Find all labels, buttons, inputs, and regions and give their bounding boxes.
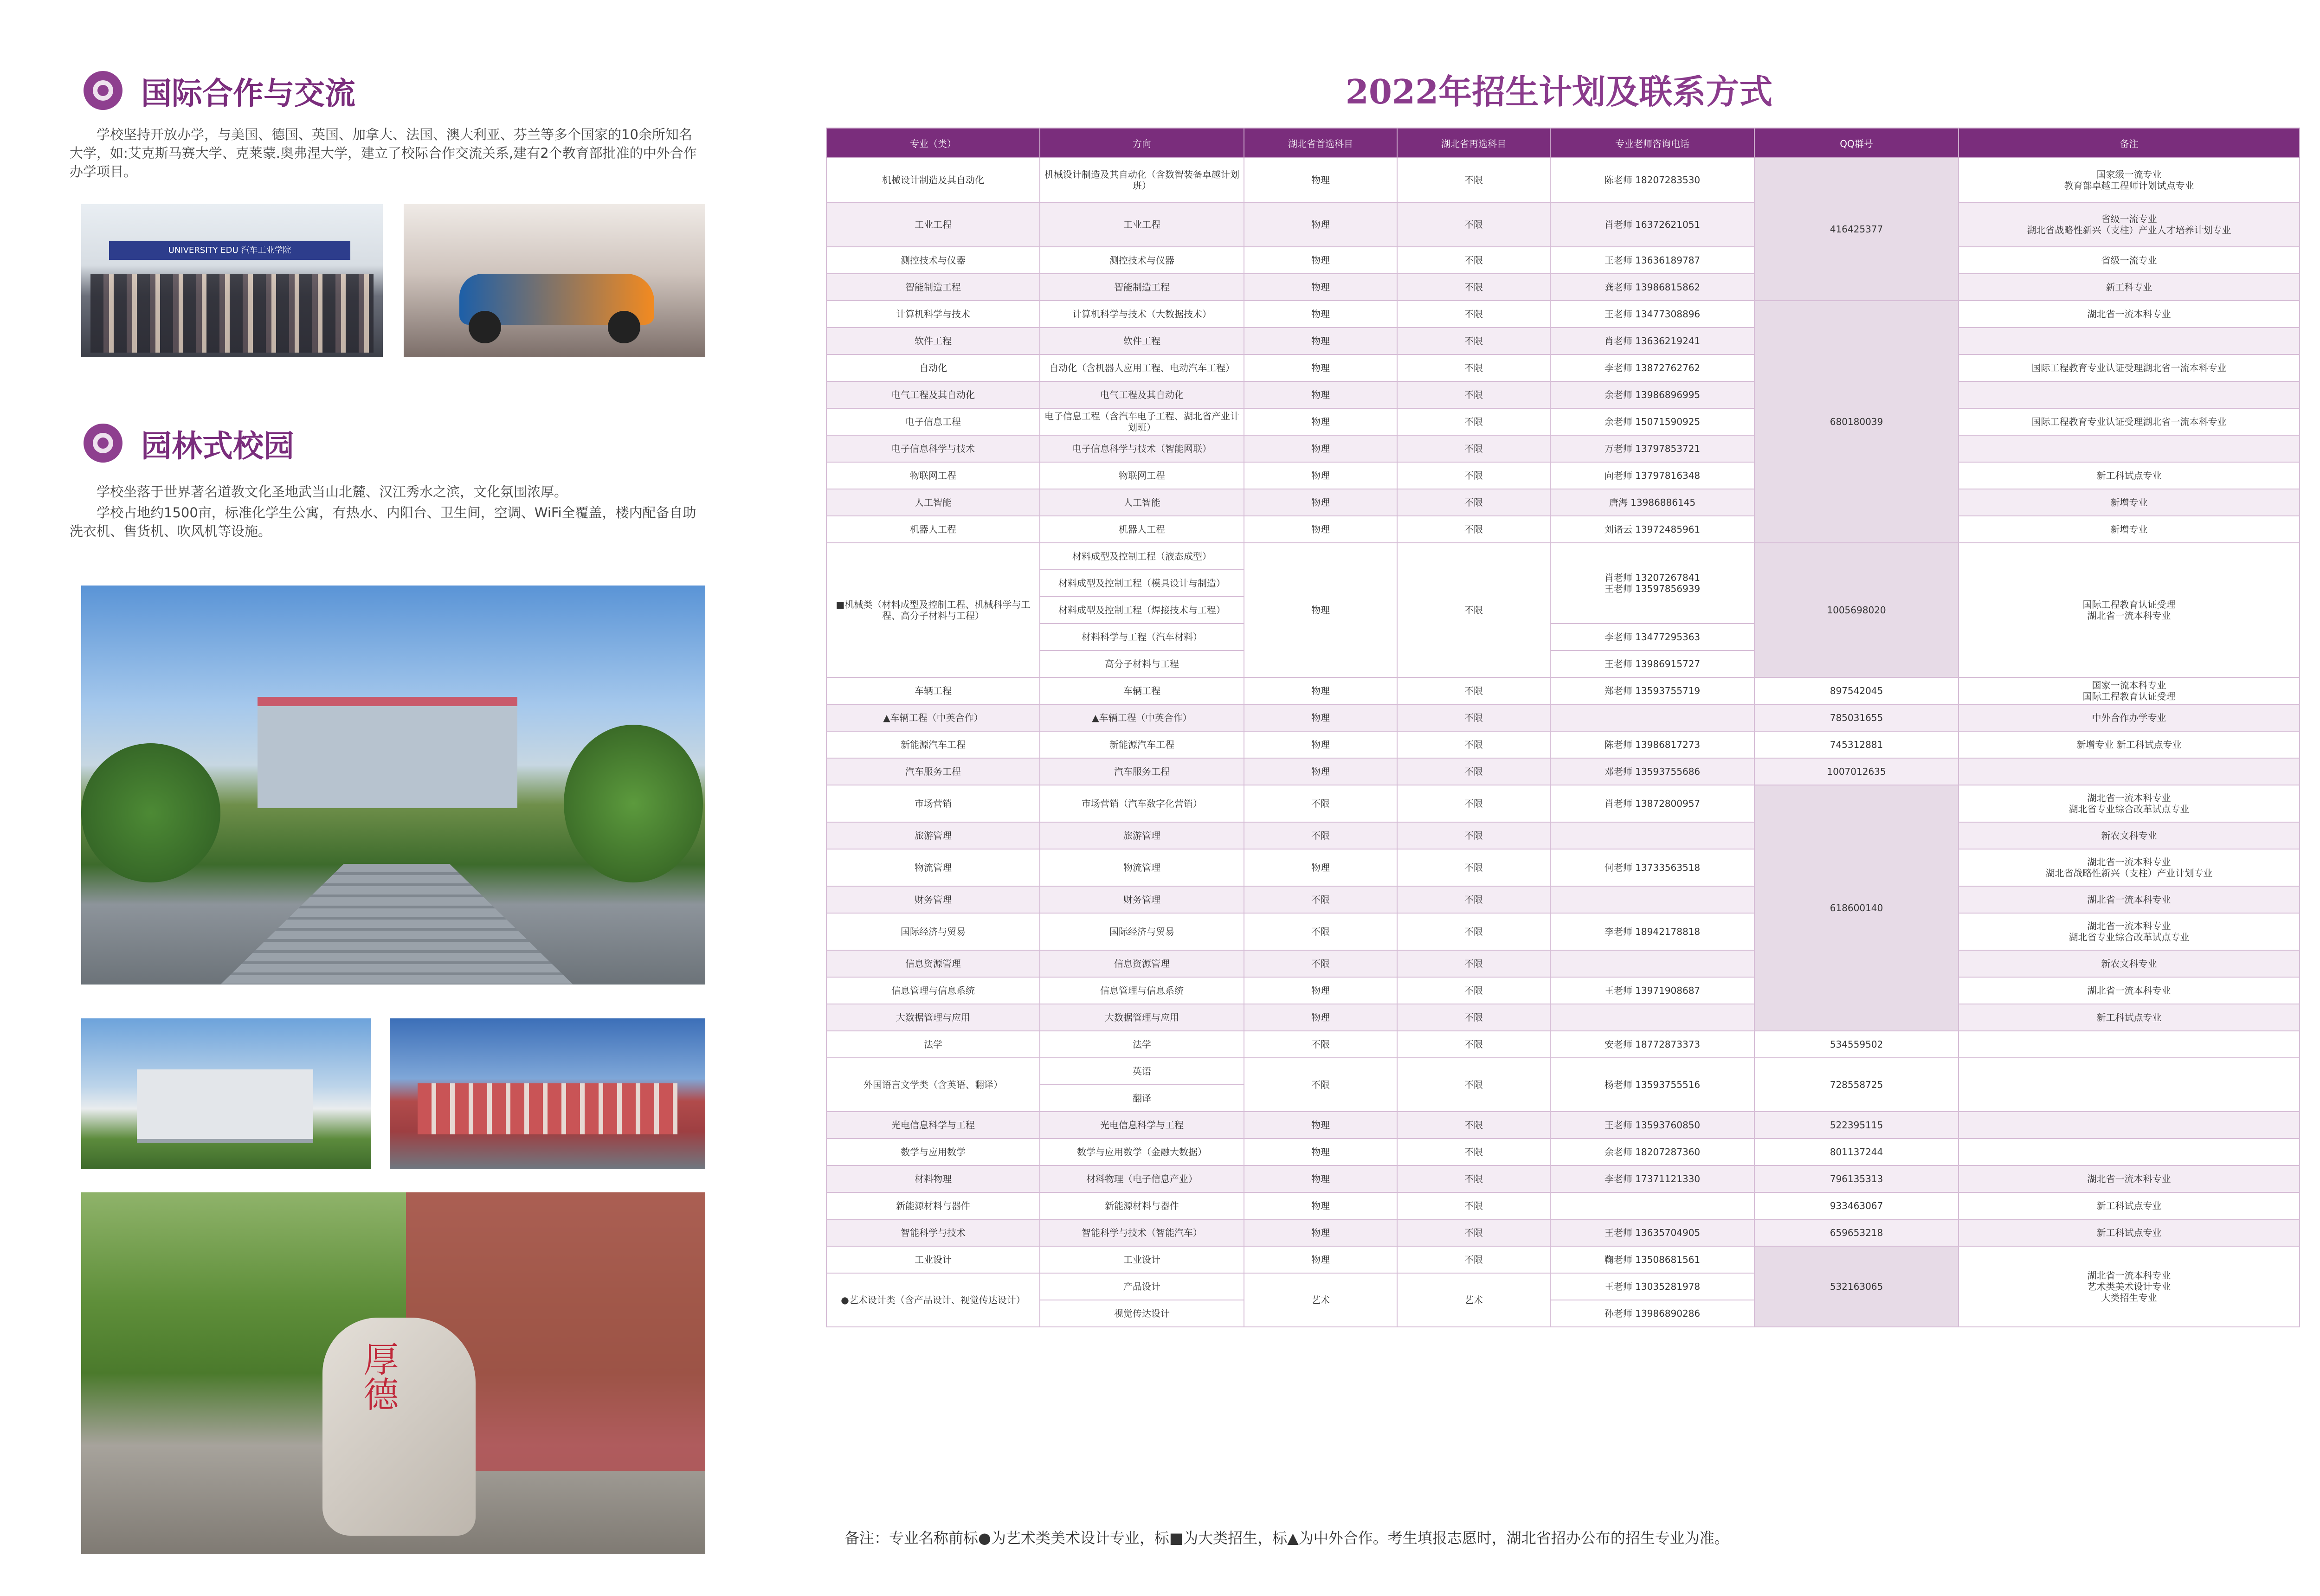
table-cell: 电子信息工程 bbox=[826, 408, 1040, 435]
table-cell: 不限 bbox=[1397, 1112, 1550, 1139]
table-cell: 李老师 18942178818 bbox=[1550, 913, 1754, 950]
table-cell: 余老师 13986896995 bbox=[1550, 381, 1754, 408]
table-cell: 材料成型及控制工程（焊接技术与工程） bbox=[1040, 597, 1244, 624]
table-cell: 智能制造工程 bbox=[1040, 274, 1244, 301]
table-cell: 国家一流本科专业 国际工程教育认证受理 bbox=[1959, 677, 2300, 704]
header-cell: 专业（类） bbox=[826, 128, 1040, 158]
table-cell: 肖老师 13872800957 bbox=[1550, 785, 1754, 822]
table-cell: 湖北省一流本科专业 bbox=[1959, 301, 2300, 328]
table-cell: 湖北省一流本科专业 bbox=[1959, 977, 2300, 1004]
table-cell: 不限 bbox=[1397, 354, 1550, 381]
table-cell: 不限 bbox=[1397, 1139, 1550, 1165]
table-cell: 不限 bbox=[1397, 886, 1550, 913]
table-cell: 材料物理（电子信息产业） bbox=[1040, 1165, 1244, 1192]
table-cell: 不限 bbox=[1397, 202, 1550, 247]
table-cell: 视觉传达设计 bbox=[1040, 1300, 1244, 1327]
table-cell: 法学 bbox=[1040, 1031, 1244, 1058]
header-cell: QQ群号 bbox=[1754, 128, 1959, 158]
table-cell: 自动化 bbox=[826, 354, 1040, 381]
table-cell: 旅游管理 bbox=[826, 822, 1040, 849]
table-cell: 物联网工程 bbox=[826, 462, 1040, 489]
enrollment-table bbox=[826, 128, 2300, 1327]
enrollment-plan-column bbox=[807, 0, 2311, 1596]
qq-cell: 534559502 bbox=[1754, 1031, 1959, 1058]
table-row bbox=[826, 202, 2300, 247]
table-cell: 物理 bbox=[1244, 1112, 1397, 1139]
table-cell: 王老师 13035281978 bbox=[1550, 1273, 1754, 1300]
table-cell bbox=[1959, 758, 2300, 785]
table-cell: 不限 bbox=[1244, 913, 1397, 950]
plan-title: 2022年招生计划及联系方式 bbox=[1345, 72, 1773, 111]
table-cell: 不限 bbox=[1397, 462, 1550, 489]
table-row bbox=[826, 758, 2300, 785]
table-cell: 汽车服务工程 bbox=[826, 758, 1040, 785]
table-cell: 湖北省一流本科专业 bbox=[1959, 886, 2300, 913]
table-cell: 不限 bbox=[1397, 301, 1550, 328]
table-row bbox=[826, 247, 2300, 274]
qq-cell: 416425377 bbox=[1754, 158, 1959, 301]
international-text: 学校坚持开放办学，与美国、德国、英国、加拿大、法国、澳大利亚、芬兰等多个国家的10余所知名大学，如:艾克斯马赛大学、克莱蒙.奥弗涅大学，建立了校际合作交流关系,建有2个教育部批准的中外合作办学项目。 bbox=[70, 127, 697, 180]
table-cell: 不限 bbox=[1397, 274, 1550, 301]
table-cell: 新工科试点专业 bbox=[1959, 1219, 2300, 1246]
header-cell: 专业老师咨询电话 bbox=[1550, 128, 1754, 158]
table-cell: 不限 bbox=[1397, 731, 1550, 758]
table-cell: 王老师 13636189787 bbox=[1550, 247, 1754, 274]
table-row bbox=[826, 1058, 2300, 1085]
table-cell: 不限 bbox=[1397, 1165, 1550, 1192]
table-cell: 物理 bbox=[1244, 731, 1397, 758]
table-cell: 市场营销 bbox=[826, 785, 1040, 822]
table-row bbox=[826, 274, 2300, 301]
table-cell: 国际工程教育专业认证受理湖北省一流本科专业 bbox=[1959, 408, 2300, 435]
table-row bbox=[826, 1165, 2300, 1192]
table-cell: 王老师 13593760850 bbox=[1550, 1112, 1754, 1139]
table-cell: 物理 bbox=[1244, 489, 1397, 516]
table-cell: 不限 bbox=[1244, 886, 1397, 913]
table-row bbox=[826, 301, 2300, 328]
table-cell: 新农文科专业 bbox=[1959, 822, 2300, 849]
table-cell: 测控技术与仪器 bbox=[1040, 247, 1244, 274]
table-cell: 财务管理 bbox=[1040, 886, 1244, 913]
qq-cell: 897542045 bbox=[1754, 677, 1959, 704]
table-cell: 新增专业 bbox=[1959, 516, 2300, 543]
table-cell: 李老师 13872762762 bbox=[1550, 354, 1754, 381]
table-row bbox=[826, 1219, 2300, 1246]
table-cell: 工业设计 bbox=[826, 1246, 1040, 1273]
table-cell: 英语 bbox=[1040, 1058, 1244, 1085]
campus-photo-3 bbox=[390, 1018, 705, 1169]
table-cell: 物理 bbox=[1244, 1004, 1397, 1031]
table-cell: 电气工程及其自动化 bbox=[1040, 381, 1244, 408]
table-cell bbox=[1959, 435, 2300, 462]
table-cell: 不限 bbox=[1397, 1192, 1550, 1219]
table-cell: 物理 bbox=[1244, 301, 1397, 328]
table-cell: 财务管理 bbox=[826, 886, 1040, 913]
table-cell: 新能源材料与器件 bbox=[1040, 1192, 1244, 1219]
table-cell: 工业工程 bbox=[1040, 202, 1244, 247]
table-cell: 信息资源管理 bbox=[826, 950, 1040, 977]
table-cell: 何老师 13733563518 bbox=[1550, 849, 1754, 886]
table-cell: 不限 bbox=[1244, 1058, 1397, 1112]
table-cell: 不限 bbox=[1397, 950, 1550, 977]
table-cell: 测控技术与仪器 bbox=[826, 247, 1040, 274]
qq-cell: 680180039 bbox=[1754, 301, 1959, 543]
circle-badge-icon bbox=[84, 424, 122, 463]
table-cell: 信息资源管理 bbox=[1040, 950, 1244, 977]
table-cell: 国际工程教育专业认证受理湖北省一流本科专业 bbox=[1959, 354, 2300, 381]
table-cell: 不限 bbox=[1244, 950, 1397, 977]
table-row bbox=[826, 677, 2300, 704]
table-cell: 唐海 13986886145 bbox=[1550, 489, 1754, 516]
qq-cell: 796135313 bbox=[1754, 1165, 1959, 1192]
table-cell: 材料物理 bbox=[826, 1165, 1040, 1192]
table-cell: 物理 bbox=[1244, 435, 1397, 462]
table-cell: 不限 bbox=[1397, 408, 1550, 435]
table-cell: 人工智能 bbox=[1040, 489, 1244, 516]
table-cell: 物理 bbox=[1244, 677, 1397, 704]
table-cell: 智能科学与技术（智能汽车） bbox=[1040, 1219, 1244, 1246]
table-footnote: 备注：专业名称前标●为艺术类美术设计专业，标■为大类招生，标▲为中外合作。考生填报志愿时，湖北省招办公布的招生专业为准。 bbox=[844, 1529, 1729, 1547]
table-cell: 电子信息科学与技术 bbox=[826, 435, 1040, 462]
table-cell: 不限 bbox=[1397, 158, 1550, 202]
table-cell: 数学与应用数学 bbox=[826, 1139, 1040, 1165]
table-cell: 余老师 15071590925 bbox=[1550, 408, 1754, 435]
table-cell: 人工智能 bbox=[826, 489, 1040, 516]
table-row bbox=[826, 408, 2300, 435]
table-cell: 湖北省一流本科专业 湖北省战略性新兴（支柱）产业计划专业 bbox=[1959, 849, 2300, 886]
table-cell: 陈老师 18207283530 bbox=[1550, 158, 1754, 202]
table-cell: ▲车辆工程（中英合作） bbox=[826, 704, 1040, 731]
qq-cell: 522395115 bbox=[1754, 1112, 1959, 1139]
table-cell: 不限 bbox=[1397, 543, 1550, 677]
table-cell: 材料成型及控制工程（模具设计与制造） bbox=[1040, 570, 1244, 597]
table-cell: 新工科试点专业 bbox=[1959, 1192, 2300, 1219]
table-cell: 机械设计制造及其自动化（含数智装备卓越计划班） bbox=[1040, 158, 1244, 202]
table-cell: 物理 bbox=[1244, 1192, 1397, 1219]
table-cell: 龚老师 13986815862 bbox=[1550, 274, 1754, 301]
table-cell bbox=[1959, 381, 2300, 408]
table-cell: 李老师 17371121330 bbox=[1550, 1165, 1754, 1192]
table-row bbox=[826, 489, 2300, 516]
left-column bbox=[70, 0, 719, 1596]
stone-photo bbox=[81, 1192, 705, 1554]
table-cell: 肖老师 16372621051 bbox=[1550, 202, 1754, 247]
campus-text-2: 学校占地约1500亩，标准化学生公寓，有热水、内阳台、卫生间，空调、WiFi全覆盖，楼内配备自助洗衣机、售货机、吹风机等设施。 bbox=[70, 505, 696, 539]
table-cell: 湖北省一流本科专业 艺术类美术设计专业 大类招生专业 bbox=[1959, 1246, 2300, 1327]
table-cell bbox=[1550, 1004, 1754, 1031]
table-cell: 车辆工程 bbox=[1040, 677, 1244, 704]
table-row bbox=[826, 822, 2300, 849]
table-cell bbox=[1959, 1139, 2300, 1165]
table-cell: 自动化（含机器人应用工程、电动汽车工程） bbox=[1040, 354, 1244, 381]
table-cell: 中外合作办学专业 bbox=[1959, 704, 2300, 731]
table-cell: 产品设计 bbox=[1040, 1273, 1244, 1300]
qq-cell: 1005698020 bbox=[1754, 543, 1959, 677]
table-row bbox=[826, 913, 2300, 950]
table-cell: 智能科学与技术 bbox=[826, 1219, 1040, 1246]
table-cell: 汽车服务工程 bbox=[1040, 758, 1244, 785]
table-cell: 翻译 bbox=[1040, 1085, 1244, 1112]
table-cell: 王老师 13477308896 bbox=[1550, 301, 1754, 328]
table-cell: 法学 bbox=[826, 1031, 1040, 1058]
header-cell: 湖北省再选科目 bbox=[1397, 128, 1550, 158]
table-cell: 物理 bbox=[1244, 354, 1397, 381]
table-cell: 物理 bbox=[1244, 849, 1397, 886]
table-cell: 材料科学与工程（汽车材料） bbox=[1040, 624, 1244, 650]
table-cell: 物流管理 bbox=[826, 849, 1040, 886]
international-section-header bbox=[84, 65, 355, 116]
table-cell: 不限 bbox=[1397, 1031, 1550, 1058]
table-cell: 新农文科专业 bbox=[1959, 950, 2300, 977]
table-cell: 机械设计制造及其自动化 bbox=[826, 158, 1040, 202]
table-cell: 不限 bbox=[1397, 516, 1550, 543]
table-cell: 新工科专业 bbox=[1959, 274, 2300, 301]
table-cell: 艺术 bbox=[1397, 1273, 1550, 1327]
table-cell: 外国语言文学类（含英语、翻译） bbox=[826, 1058, 1040, 1112]
table-cell: 王老师 13971908687 bbox=[1550, 977, 1754, 1004]
table-cell: 不限 bbox=[1397, 977, 1550, 1004]
table-row bbox=[826, 1112, 2300, 1139]
qq-cell: 659653218 bbox=[1754, 1219, 1959, 1246]
table-row bbox=[826, 435, 2300, 462]
table-cell: 物流管理 bbox=[1040, 849, 1244, 886]
campus-main-photo bbox=[81, 586, 705, 985]
table-cell: 物联网工程 bbox=[1040, 462, 1244, 489]
table-cell: 不限 bbox=[1397, 435, 1550, 462]
stone-inscription: 厚德 bbox=[358, 1341, 399, 1411]
table-cell: 不限 bbox=[1397, 704, 1550, 731]
table-row bbox=[826, 516, 2300, 543]
table-cell: 物理 bbox=[1244, 758, 1397, 785]
table-cell: 国际工程教育认证受理 湖北省一流本科专业 bbox=[1959, 543, 2300, 677]
table-cell: 机器人工程 bbox=[1040, 516, 1244, 543]
racecar-photo bbox=[404, 204, 705, 357]
table-cell: 软件工程 bbox=[1040, 328, 1244, 354]
campus-photo-2 bbox=[81, 1018, 371, 1169]
table-cell: 物理 bbox=[1244, 247, 1397, 274]
table-cell: 不限 bbox=[1397, 677, 1550, 704]
table-cell: 新能源汽车工程 bbox=[1040, 731, 1244, 758]
table-row bbox=[826, 950, 2300, 977]
table-cell: 物理 bbox=[1244, 543, 1397, 677]
table-cell: 新工科试点专业 bbox=[1959, 1004, 2300, 1031]
table-cell: 材料成型及控制工程（液态成型） bbox=[1040, 543, 1244, 570]
table-cell: 物理 bbox=[1244, 1165, 1397, 1192]
table-cell: 不限 bbox=[1244, 822, 1397, 849]
table-cell: 物理 bbox=[1244, 704, 1397, 731]
header-cell: 方向 bbox=[1040, 128, 1244, 158]
table-cell: 工业工程 bbox=[826, 202, 1040, 247]
table-cell: 王老师 13635704905 bbox=[1550, 1219, 1754, 1246]
header-cell: 湖北省首选科目 bbox=[1244, 128, 1397, 158]
table-cell bbox=[1959, 1112, 2300, 1139]
table-cell: 不限 bbox=[1397, 913, 1550, 950]
table-cell: 余老师 18207287360 bbox=[1550, 1139, 1754, 1165]
table-cell: 信息管理与信息系统 bbox=[1040, 977, 1244, 1004]
table-cell: 物理 bbox=[1244, 381, 1397, 408]
table-cell: 信息管理与信息系统 bbox=[826, 977, 1040, 1004]
group-photo bbox=[81, 204, 383, 357]
table-cell: 李老师 13477295363 bbox=[1550, 624, 1754, 650]
table-cell: 新工科试点专业 bbox=[1959, 462, 2300, 489]
qq-cell: 532163065 bbox=[1754, 1246, 1959, 1327]
table-cell: 万老师 13797853721 bbox=[1550, 435, 1754, 462]
table-cell: ▲车辆工程（中英合作） bbox=[1040, 704, 1244, 731]
table-cell: 湖北省一流本科专业 bbox=[1959, 1165, 2300, 1192]
table-row bbox=[826, 886, 2300, 913]
table-cell: 鞠老师 13508681561 bbox=[1550, 1246, 1754, 1273]
table-cell: 电气工程及其自动化 bbox=[826, 381, 1040, 408]
table-cell: 物理 bbox=[1244, 1139, 1397, 1165]
qq-cell: 801137244 bbox=[1754, 1139, 1959, 1165]
group-banner: UNIVERSITY EDU 汽车工业学院 bbox=[109, 241, 350, 260]
table-row bbox=[826, 354, 2300, 381]
table-row bbox=[826, 1139, 2300, 1165]
table-row bbox=[826, 785, 2300, 822]
campus-text-1: 学校坐落于世界著名道教文化圣地武当山北麓、汉江秀水之滨，文化氛围浓厚。 bbox=[97, 484, 568, 500]
table-cell: 省级一流专业 湖北省战略性新兴（支柱）产业人才培养计划专业 bbox=[1959, 202, 2300, 247]
table-cell: 物理 bbox=[1244, 1219, 1397, 1246]
table-cell: 车辆工程 bbox=[826, 677, 1040, 704]
table-cell: 国家级一流专业 教育部卓越工程师计划试点专业 bbox=[1959, 158, 2300, 202]
table-cell: 光电信息科学与工程 bbox=[1040, 1112, 1244, 1139]
table-cell: 王老师 13986915727 bbox=[1550, 650, 1754, 677]
table-cell: 电子信息工程（含汽车电子工程、湖北省产业计划班） bbox=[1040, 408, 1244, 435]
table-cell: 不限 bbox=[1397, 822, 1550, 849]
table-cell: ●艺术设计类（含产品设计、视觉传达设计） bbox=[826, 1273, 1040, 1327]
table-cell: 杨老师 13593755516 bbox=[1550, 1058, 1754, 1112]
table-row bbox=[826, 977, 2300, 1004]
table-row bbox=[826, 158, 2300, 202]
table-cell bbox=[1959, 1058, 2300, 1112]
table-cell: 不限 bbox=[1397, 1004, 1550, 1031]
table-cell: 旅游管理 bbox=[1040, 822, 1244, 849]
table-row bbox=[826, 381, 2300, 408]
qq-cell: 728558725 bbox=[1754, 1058, 1959, 1112]
table-cell: 数学与应用数学（金融大数据） bbox=[1040, 1139, 1244, 1165]
table-cell: 国际经济与贸易 bbox=[1040, 913, 1244, 950]
table-header bbox=[826, 128, 2300, 158]
table-cell bbox=[1550, 1192, 1754, 1219]
table-cell: 省级一流专业 bbox=[1959, 247, 2300, 274]
table-cell: 物理 bbox=[1244, 408, 1397, 435]
table-cell: 肖老师 13207267841 王老师 13597856939 bbox=[1550, 543, 1754, 624]
table-cell: 物理 bbox=[1244, 328, 1397, 354]
table-cell: 物理 bbox=[1244, 977, 1397, 1004]
table-cell: 不限 bbox=[1397, 489, 1550, 516]
table-cell: 艺术 bbox=[1244, 1273, 1397, 1327]
table-row bbox=[826, 849, 2300, 886]
table-row bbox=[826, 1004, 2300, 1031]
campus-section-header bbox=[84, 418, 294, 469]
table-cell: 软件工程 bbox=[826, 328, 1040, 354]
table-cell: 不限 bbox=[1397, 849, 1550, 886]
table-cell: 新增专业 bbox=[1959, 489, 2300, 516]
table-cell: 刘诸云 13972485961 bbox=[1550, 516, 1754, 543]
table-cell: 不限 bbox=[1397, 1058, 1550, 1112]
table-cell: 物理 bbox=[1244, 274, 1397, 301]
table-cell: 机器人工程 bbox=[826, 516, 1040, 543]
table-cell: ■机械类（材料成型及控制工程、机械科学与工程、高分子材料与工程） bbox=[826, 543, 1040, 677]
table-cell: 计算机科学与技术 bbox=[826, 301, 1040, 328]
table-cell: 邓老师 13593755686 bbox=[1550, 758, 1754, 785]
table-cell: 不限 bbox=[1244, 785, 1397, 822]
table-cell: 陈老师 13986817273 bbox=[1550, 731, 1754, 758]
table-cell: 电子信息科学与技术（智能网联） bbox=[1040, 435, 1244, 462]
table-cell bbox=[1550, 704, 1754, 731]
circle-badge-icon bbox=[84, 71, 122, 110]
table-cell: 物理 bbox=[1244, 462, 1397, 489]
table-cell: 大数据管理与应用 bbox=[1040, 1004, 1244, 1031]
table-cell: 不限 bbox=[1397, 758, 1550, 785]
international-title: 国际合作与交流 bbox=[141, 75, 355, 111]
table-cell: 向老师 13797816348 bbox=[1550, 462, 1754, 489]
table-cell: 湖北省一流本科专业 湖北省专业综合改革试点专业 bbox=[1959, 913, 2300, 950]
table-cell: 不限 bbox=[1397, 247, 1550, 274]
table-cell: 湖北省一流本科专业 湖北省专业综合改革试点专业 bbox=[1959, 785, 2300, 822]
qq-cell: 745312881 bbox=[1754, 731, 1959, 758]
table-row bbox=[826, 704, 2300, 731]
table-cell: 物理 bbox=[1244, 1246, 1397, 1273]
table-cell: 国际经济与贸易 bbox=[826, 913, 1040, 950]
table-cell: 不限 bbox=[1397, 1246, 1550, 1273]
table-cell: 市场营销（汽车数字化营销） bbox=[1040, 785, 1244, 822]
campus-title: 园林式校园 bbox=[141, 428, 294, 464]
table-cell: 肖老师 13636219241 bbox=[1550, 328, 1754, 354]
table-cell: 不限 bbox=[1397, 785, 1550, 822]
table-cell: 孙老师 13986890286 bbox=[1550, 1300, 1754, 1327]
table-cell: 物理 bbox=[1244, 202, 1397, 247]
table-cell: 工业设计 bbox=[1040, 1246, 1244, 1273]
qq-cell: 785031655 bbox=[1754, 704, 1959, 731]
table-cell bbox=[1959, 1031, 2300, 1058]
qq-cell: 933463067 bbox=[1754, 1192, 1959, 1219]
table-cell: 不限 bbox=[1397, 328, 1550, 354]
table-cell bbox=[1550, 886, 1754, 913]
table-cell: 计算机科学与技术（大数据技术） bbox=[1040, 301, 1244, 328]
table-row bbox=[826, 1246, 2300, 1273]
table-cell: 新能源汽车工程 bbox=[826, 731, 1040, 758]
qq-cell: 618600140 bbox=[1754, 785, 1959, 1031]
table-row bbox=[826, 1192, 2300, 1219]
table-cell: 新增专业 新工科试点专业 bbox=[1959, 731, 2300, 758]
table-cell: 安老师 18772873373 bbox=[1550, 1031, 1754, 1058]
table-row bbox=[826, 328, 2300, 354]
table-cell: 不限 bbox=[1244, 1031, 1397, 1058]
table-row bbox=[826, 462, 2300, 489]
table-cell: 大数据管理与应用 bbox=[826, 1004, 1040, 1031]
table-cell bbox=[1550, 822, 1754, 849]
table-cell: 郑老师 13593755719 bbox=[1550, 677, 1754, 704]
table-row bbox=[826, 731, 2300, 758]
table-cell: 不限 bbox=[1397, 1219, 1550, 1246]
table-cell bbox=[1959, 328, 2300, 354]
table-cell: 光电信息科学与工程 bbox=[826, 1112, 1040, 1139]
table-cell: 高分子材料与工程 bbox=[1040, 650, 1244, 677]
table-cell: 不限 bbox=[1397, 381, 1550, 408]
table-cell: 物理 bbox=[1244, 516, 1397, 543]
table-row bbox=[826, 543, 2300, 570]
table-cell: 智能制造工程 bbox=[826, 274, 1040, 301]
table-cell: 物理 bbox=[1244, 158, 1397, 202]
table-row bbox=[826, 1031, 2300, 1058]
table-cell bbox=[1550, 950, 1754, 977]
header-cell: 备注 bbox=[1959, 128, 2300, 158]
table-cell: 新能源材料与器件 bbox=[826, 1192, 1040, 1219]
qq-cell: 1007012635 bbox=[1754, 758, 1959, 785]
